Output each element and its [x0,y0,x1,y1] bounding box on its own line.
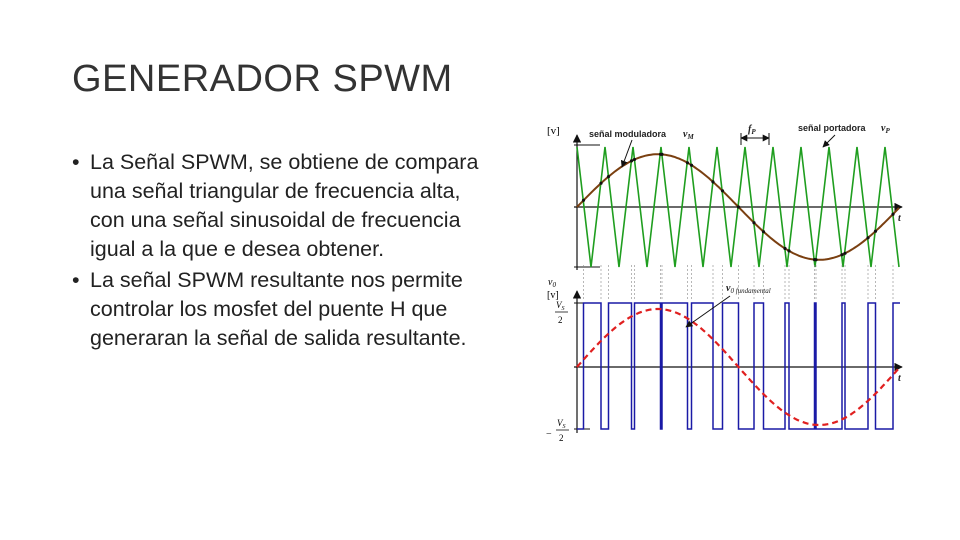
intersection-marker [660,153,663,156]
bottom-t-label: t [898,373,901,384]
fundamental-pointer [686,296,730,327]
bullet-list [72,148,482,355]
freq-sub: P [751,128,756,136]
top-v-unit: [v] [547,125,560,137]
intersection-marker [783,247,786,250]
pos-level-den: 2 [558,315,563,325]
carrier-sub: P [885,127,890,135]
v0-sub: 0 [552,281,556,289]
modulating-symbol [683,129,694,141]
intersection-marker [599,182,602,185]
neg-level-den: 2 [559,433,564,443]
neg-level-prefix: − [546,429,552,440]
intersection-marker [762,230,765,233]
fundamental-v: v [726,283,731,294]
slide-title: GENERADOR SPWM [72,58,453,100]
intersection-marker [787,249,790,252]
freq-f: f [748,124,752,135]
intersection-marker [840,253,843,256]
intersection-marker [843,252,846,255]
v0-v: v [548,277,553,288]
intersection-marker [686,161,689,164]
top-panel [547,123,902,270]
modulating-label: señal moduladora [589,129,667,139]
intersection-marker [711,180,714,183]
intersection-marker [633,158,636,161]
bullet-item [72,148,482,264]
pos-v: V [556,300,562,310]
neg-sub: S [562,424,566,430]
carrier-v: v [881,123,886,134]
intersection-marker [752,221,755,224]
bottom-v-unit: [v] [547,290,559,301]
bullet-symbol: • [72,150,80,174]
intersection-marker [630,159,633,162]
modulating-sub: M [687,133,694,141]
pos-sub: S [561,306,565,312]
intersection-marker [690,164,693,167]
bottom-panel [546,265,902,443]
v0-label [548,277,556,289]
intersection-marker [814,258,817,261]
bullet-symbol: • [72,268,80,292]
fundamental-sub: 0 fundamental [730,287,771,295]
modulating-v: v [683,129,688,140]
intersection-marker [582,199,585,202]
neg-level-num [557,418,566,430]
pos-level-num [556,300,565,312]
carrier-label: señal portadora [798,123,866,133]
switching-guides [584,265,894,301]
carrier-symbol [881,123,890,135]
bullet-text: La señal SPWM resultante nos permite controlar los mosfet del puente H que generaran la señal de salida resultante. [90,268,467,350]
intersection-marker [737,205,740,208]
intersection-marker [874,230,877,233]
intersection-marker [891,213,894,216]
intersection-marker [866,236,869,239]
intersection-marker [607,175,610,178]
freq-symbol [748,124,756,136]
bullet-text: La Señal SPWM, se obtiene de compara una señal triangular de frecuencia alta, con una señal sinusoidal de frecuencia igual a la que e desea obtener. [90,150,479,261]
fundamental-label [726,283,771,295]
bullet-item [72,266,482,353]
intersection-marker [721,189,724,192]
neg-v: V [557,418,563,428]
top-t-label: t [898,213,901,224]
carrier-pointer [823,135,835,147]
spwm-diagram [530,115,915,450]
